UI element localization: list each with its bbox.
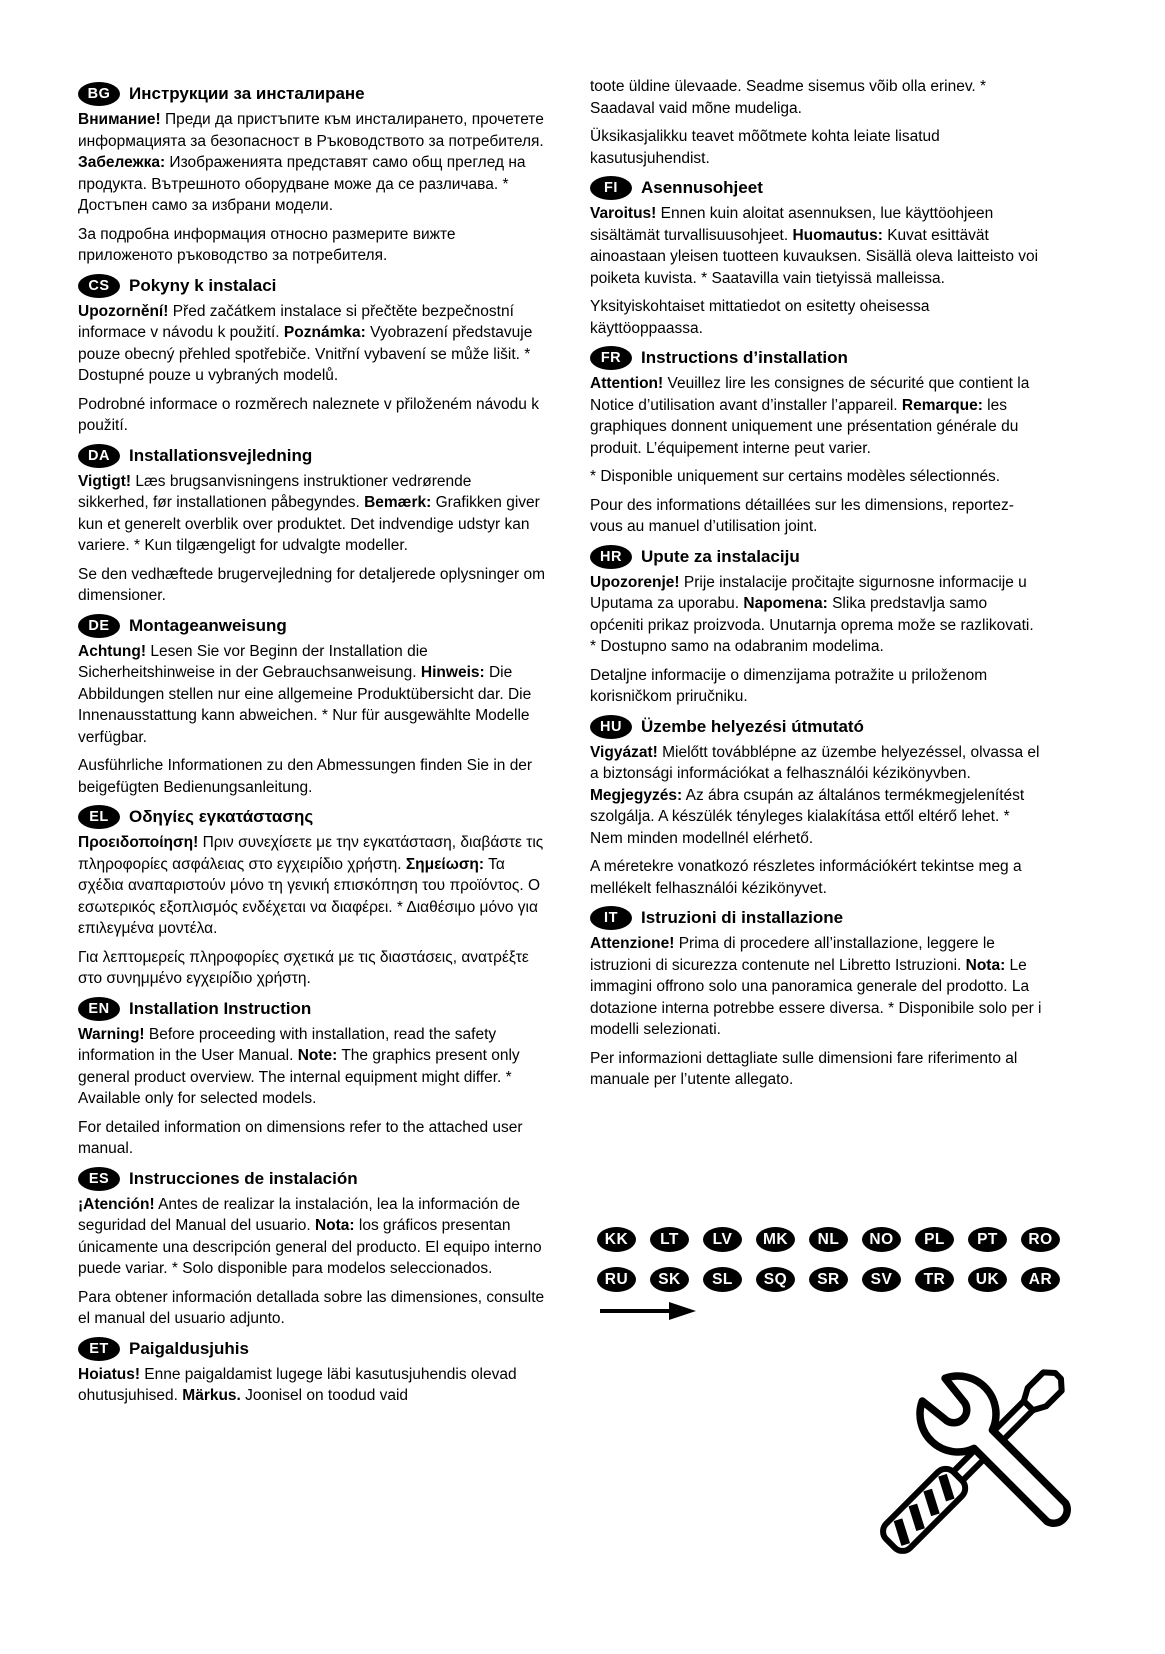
paragraph: Warning! Before proceeding with installation, read the safety information in the User Manual. Note: The graphics present only general product overview. The internal equipment might differ. * Available only for selected models. [78,1025,520,1107]
paragraph: * Disponible uniquement sur certains modèles sélectionnés. [590,468,1001,485]
language-code-badge: PT [968,1227,1007,1252]
section-title: Montageanweisung [129,615,287,635]
language-code-badge: HR [590,545,632,569]
paragraph: Se den vedhæftede brugervejledning for detaljerede oplysninger om dimensioner. [78,565,546,604]
section-heading [590,346,1042,370]
paragraph: Внимание! Преди да пристъпите към инсталирането, прочетете информацията за безопасност в Ръководството за потребителя. Забележка: Изображенията представят само общ преглед на продукта. Вътрешното оборудване може да се различава. * Достъпен само за избрани модели. [78,111,544,214]
language-code-badge: SK [650,1267,689,1292]
paragraph: Achtung! Lesen Sie vor Beginn der Installation die Sicherheitshinweise in der Gebrauchsanweisung. Hinweis: Die Abbildungen stellen nur eine allgemeine Produktübersicht dar. Die Innenausstattung kann abweichen. * Nur für ausgewählte Modelle verfügbar. [78,642,532,746]
paragraph: Vigtigt! Læs brugsanvisningens instruktioner vedrørende sikkerhed, før installationen påbegyndes. Bemærk: Grafikken giver kun et generelt overblik over produktet. Det indvendige udstyr kan variere. * Kun tilgængeligt for udvalgte modeller. [78,472,540,554]
paragraph: Για λεπτομερείς πληροφορίες σχετικά με τις διαστάσεις, ανατρέξτε στο συνημμένο εγχειρίδιο χρήστη. [78,948,529,987]
section-title: Инструкции за инсталиране [129,84,365,103]
section-title: Üzembe helyezési útmutató [641,716,864,736]
language-code-badge: ET [78,1337,120,1361]
section-heading [590,545,1042,569]
language-badge-block [597,1227,1060,1307]
language-code-badge: RO [1021,1227,1060,1252]
paragraph: Per informazioni dettagliate sulle dimensioni fare riferimento al manuale per l’utente allegato. [590,1049,1018,1088]
paragraph: Ausführliche Informationen zu den Abmessungen finden Sie in der beigefügten Bedienungsanleitung. [78,757,533,796]
paragraph: За подробна информация относно размерите вижте приложеното ръководство за потребителя. [78,225,456,264]
section-title: Istruzioni di installazione [641,908,844,927]
language-code-badge: RU [597,1267,636,1292]
language-code-badge: HU [590,715,632,739]
language-code-badge: DE [78,614,120,638]
column-left [78,76,546,1414]
section-title: Installationsvejledning [129,445,313,465]
section-heading [590,176,1042,200]
language-code-badge: PL [915,1227,954,1252]
paragraph: Yksityiskohtaiset mittatiedot on esitetty oheisessa käyttöoppaassa. [590,298,930,337]
language-badge-row [597,1267,1060,1292]
paragraph: Προειδοποίηση! Πριν συνεχίσετε με την εγκατάσταση, διαβάστε τις πληροφορίες ασφάλειας στο εγχειρίδιο χρήστη. Σημείωση: Τα σχέδια αναπαριστούν μόνο τη γενική επισκόπηση του προϊόντος. Ο εσωτερικός εξοπλισμός ενδέχεται να διαφέρει. * Διαθέσιμο μόνο για επιλεγμένα μοντέλα. [78,834,544,937]
section-heading [78,82,546,106]
section-de [78,614,546,799]
section-et [78,1337,546,1407]
tools-icon [870,1332,1102,1569]
section-title: Upute za instalaciju [641,546,800,566]
language-code-badge: SQ [756,1267,795,1292]
section-heading [78,1167,546,1191]
section-title: Pokyny k instalaci [129,275,277,295]
paragraph: Vigyázat! Mielőtt továbblépne az üzembe helyezéssel, olvassa el a biztonsági információkat a felhasználói kézikönyvben. Megjegyzés: Az ábra csupán az általános termékmegjelenítést szolgálja. A készülék tényleges kialakítása ettől eltérő lehet. * Nem minden modellnél elérhető. [590,743,1040,847]
section-title: Instrucciones de instalación [129,1168,358,1188]
paragraph: ¡Atención! Antes de realizar la instalación, lea la información de seguridad del Manual del usuario. Nota: los gráficos presentan únicamente una descripción general del producto. El equipo interno puede variar. * Solo disponible para modelos seleccionados. [78,1195,542,1277]
language-code-badge: CS [78,274,120,298]
language-code-badge: EL [78,805,120,829]
right-arrow-icon [599,1300,699,1327]
section-el [78,805,546,990]
section-heading [590,715,1042,739]
section-heading [78,1337,546,1361]
language-code-badge: FR [590,346,632,370]
section-cs [78,274,546,437]
section-da [78,444,546,607]
language-code-badge: FI [590,176,632,200]
section-title: Asennusohjeet [641,178,763,197]
language-code-badge: MK [756,1227,795,1252]
language-code-badge: NO [862,1227,901,1252]
section-continuation [590,76,1042,169]
paragraph: Para obtener información detallada sobre las dimensiones, consulte el manual del usuario adjunto. [78,1288,545,1327]
section-title: Installation Instruction [129,998,312,1018]
section-title: Paigaldusjuhis [129,1338,249,1358]
paragraph: For detailed information on dimensions refer to the attached user manual. [78,1118,523,1157]
language-code-badge: SR [809,1267,848,1292]
section-fi [590,176,1042,339]
paragraph: Pour des informations détaillées sur les dimensions, reportez-vous au manuel d’utilisation joint. [590,496,1014,535]
language-code-badge: TR [915,1267,954,1292]
language-code-badge: SL [703,1267,742,1292]
language-code-badge: SV [862,1267,901,1292]
paragraph: Upozorenje! Prije instalacije pročitajte sigurnosne informacije u Uputama za uporabu. Napomena: Slika predstavlja samo općeniti prikaz proizvoda. Unutarnja oprema može se razlikovati. * Dostupno samo na odabranim modelima. [590,573,1034,655]
section-fr [590,346,1042,538]
paragraph: Varoitus! Ennen kuin aloitat asennuksen, lue käyttöohjeen sisältämät turvallisuusohjeet. Huomautus: Kuvat esittävät ainoastaan yleisen tuotteen kuvauksen. Sisällä oleva laitteisto voi poiketa kuvista. * Saatavilla vain tietyissä malleissa. [590,205,1039,287]
paragraph: Attention! Veuillez lire les consignes de sécurité que contient la Notice d’utilisation avant d’installer l’appareil. Remarque: les graphiques donnent uniquement une présentation générale du produit. L’équipement interne peut varier. [590,375,1030,457]
language-badge-row [597,1227,1060,1252]
paragraph: Üksikasjalikku teavet mõõtmete kohta leiate lisatud kasutusjuhendist. [590,128,940,167]
section-es [78,1167,546,1330]
language-code-badge: IT [590,906,632,930]
language-code-badge: ES [78,1167,120,1191]
paragraph: Detaljne informacije o dimenzijama potražite u priloženom korisničkom priručniku. [590,666,988,705]
language-code-badge: AR [1021,1267,1060,1292]
paragraph: Podrobné informace o rozměrech naleznete v přiloženém návodu k použití. [78,395,539,434]
section-bg [78,82,546,267]
section-it [590,906,1042,1091]
screwdriver-blade [1019,1367,1067,1415]
paragraph: A méretekre vonatkozó részletes információkért tekintse meg a mellékelt felhasználói kézikönyvet. [590,858,1022,897]
language-code-badge: LT [650,1227,689,1252]
language-code-badge: EN [78,997,120,1021]
section-heading [590,906,1042,930]
paragraph: Hoiatus! Enne paigaldamist lugege läbi kasutusjuhendis olevad ohutusjuhised. Märkus. Joonisel on toodud vaid [78,1365,517,1404]
language-code-badge: NL [809,1227,848,1252]
section-heading [78,274,546,298]
section-title: Οδηγίες εγκατάστασης [129,807,314,826]
section-hu [590,715,1042,900]
paragraph: toote üldine ülevaade. Seadme sisemus võib olla erinev. * Saadaval vaid mõne mudeliga. [590,78,987,117]
paragraph: Upozornění! Před začátkem instalace si přečtěte bezpečnostní informace v návodu k použití. Poznámka: Vyobrazení představuje pouze obecný přehled spotřebiče. Vnitřní vybavení se může lišit. * Dostupné pouze u vybraných modelů. [78,302,533,384]
language-code-badge: DA [78,444,120,468]
language-code-badge: UK [968,1267,1007,1292]
section-heading [78,444,546,468]
section-heading [78,614,546,638]
paragraph: Attenzione! Prima di procedere all’installazione, leggere le istruzioni di sicurezza contenute nel Libretto Istruzioni. Nota: Le immagini offrono solo una panoramica generale del prodotto. La dotazione interna potrebbe essere diversa. * Disponibile solo per i modelli selezionati. [590,935,1042,1038]
section-heading [78,997,546,1021]
language-code-badge: KK [597,1227,636,1252]
section-title: Instructions d’installation [641,348,848,367]
language-code-badge: BG [78,82,120,106]
section-en [78,997,546,1160]
screwdriver-handle [879,1464,970,1555]
section-heading [78,805,546,829]
section-hr [590,545,1042,708]
language-code-badge: LV [703,1227,742,1252]
column-right [590,76,1042,1098]
